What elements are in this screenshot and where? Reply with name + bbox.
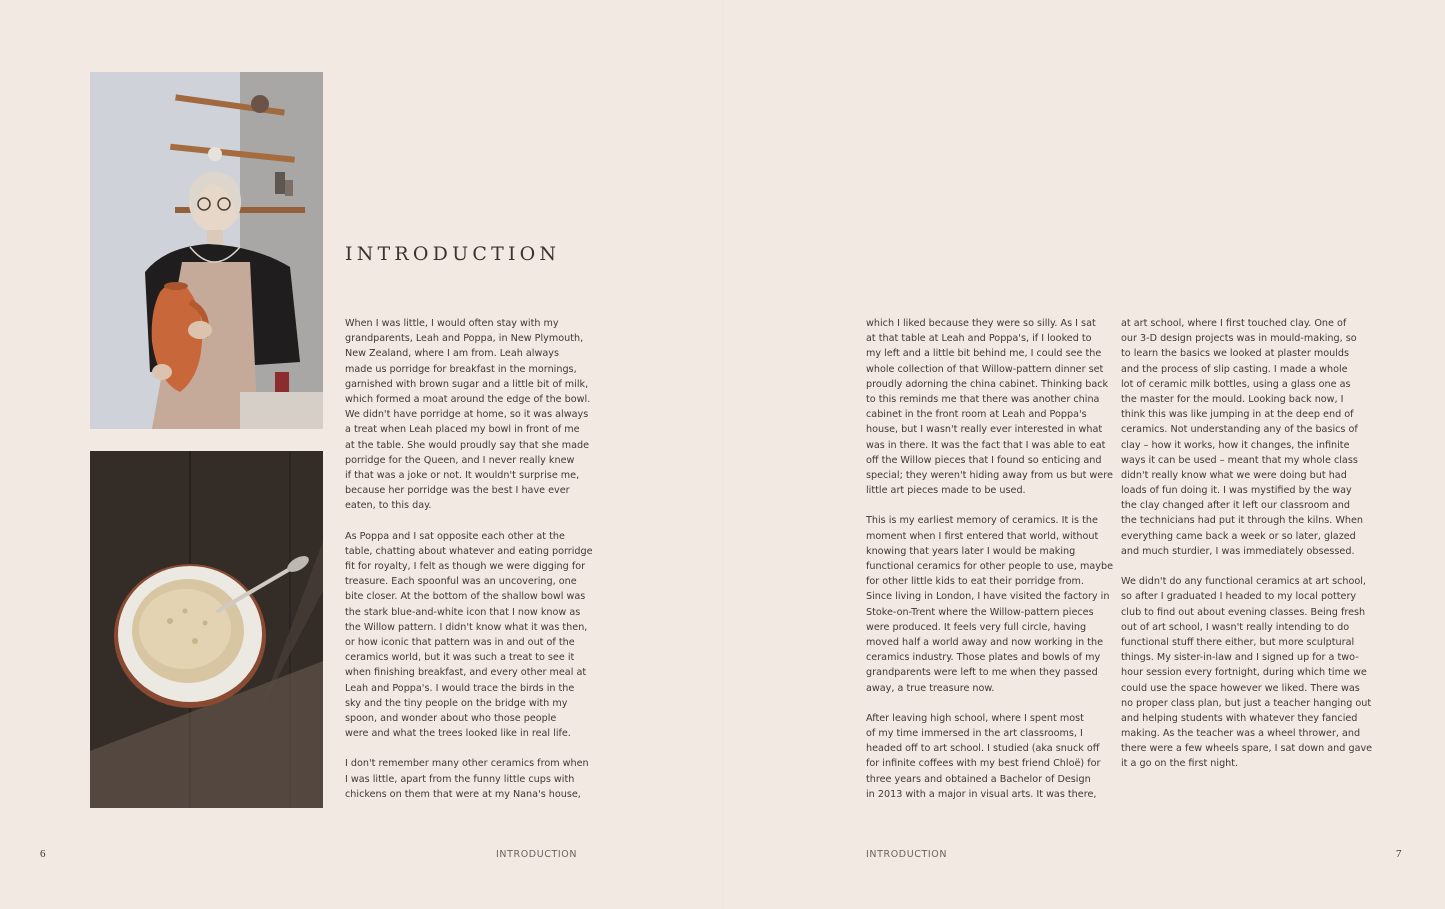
text-line: and much sturdier, I was immediately obsessed. — [1121, 545, 1355, 557]
text-line: proudly adorning the china cabinet. Thinking back — [866, 378, 1109, 390]
text-line: Since living in London, I have visited the factory in — [866, 591, 1110, 603]
text-line: functional stuff there either, but more sculptural — [1121, 636, 1355, 648]
text-line: to this reminds me that there was another china — [866, 393, 1100, 405]
text-line: clay – how it works, how it changes, the infinite — [1121, 439, 1350, 451]
text-line: our 3-D design projects was in mould-making, so — [1121, 333, 1357, 345]
text-line: lot of ceramic milk bottles, using a glass one as — [1121, 378, 1351, 390]
text-line: were produced. It feels very full circle, having — [866, 621, 1087, 633]
text-line: the technicians had put it through the kilns. When — [1121, 515, 1364, 527]
paragraph — [866, 711, 1102, 802]
text-line: table, chatting about whatever and eating porridge — [345, 545, 593, 557]
text-line: grandparents, Leah and Poppa, in New Plymouth, — [345, 333, 584, 345]
text-line: loads of fun doing it. I was mystified by the way — [1121, 485, 1352, 497]
paragraph — [345, 316, 591, 513]
text-line: We didn't have porridge at home, so it was always — [345, 409, 589, 421]
text-line: I was little, apart from the funny little cups with — [345, 773, 575, 785]
text-line: it a go on the first night. — [1121, 758, 1239, 770]
chapter-heading: INTRODUCTION — [345, 243, 561, 265]
text-line: for infinite coffees with my best friend Chloë) for — [866, 758, 1101, 770]
text-line: and the process of slip casting. I made a whole — [1121, 363, 1348, 375]
text-line: ceramics industry. Those plates and bowls of my — [866, 652, 1101, 664]
right-running-head: INTRODUCTION — [866, 849, 948, 860]
text-line: because her porridge was the best I have ever — [345, 485, 570, 497]
text-column-1 — [345, 316, 593, 817]
text-line: which formed a moat around the edge of the bowl. — [345, 393, 591, 405]
right-page-number: 7 — [1396, 848, 1402, 860]
text-line: the stark blue-and-white icon that I now know as — [345, 606, 581, 618]
text-line: bite closer. At the bottom of the shallow bowl was — [345, 591, 586, 603]
text-line: spoon, and wonder about who those people — [345, 712, 557, 724]
text-line: the Willow pattern. I didn't know what it was then, — [345, 621, 588, 633]
potter-portrait-photo — [90, 72, 323, 429]
text-line: didn't really know what we were doing but had — [1121, 469, 1347, 481]
text-column-2 — [866, 316, 1113, 817]
text-line: headed off to art school. I studied (aka snuck off — [866, 743, 1100, 755]
text-line: my left and a little bit behind me, I could see the — [866, 348, 1102, 360]
text-line: the clay changed after it left our classroom and — [1121, 500, 1351, 512]
text-line: hour session every fortnight, during which time we — [1121, 667, 1367, 679]
text-line: moment when I first entered that world, without — [866, 530, 1099, 542]
text-line: off the Willow pieces that I found so enticing and — [866, 454, 1102, 466]
text-line: or how iconic that pattern was in and out of the — [345, 636, 575, 648]
text-line: Leah and Poppa's. I would trace the birds in the — [345, 682, 575, 694]
text-line: functional ceramics for other people to use, maybe — [866, 561, 1113, 572]
text-line: ways it can be used – meant that my whole class — [1121, 454, 1358, 466]
text-line: ceramics. Not understanding any of the basics of — [1121, 424, 1358, 436]
text-line: We didn't do any functional ceramics at art school, — [1121, 576, 1366, 588]
text-line: little art pieces made to be used. — [866, 485, 1026, 497]
paragraph — [345, 529, 593, 742]
text-line: New Zealand, where I am from. Leah always — [345, 348, 559, 360]
text-line: house, but I wasn't really ever interested in what — [866, 424, 1103, 436]
text-line: cabinet in the front room at Leah and Poppa's — [866, 409, 1087, 421]
text-line: moved half a world away and now working in the — [866, 636, 1104, 648]
text-line: sky and the tiny people on the bridge with my — [345, 697, 568, 709]
text-line: treasure. Each spoonful was an uncovering, one — [345, 576, 577, 588]
text-line: I don't remember many other ceramics from when — [345, 758, 589, 770]
text-line: As Poppa and I sat opposite each other at the — [345, 530, 565, 542]
paragraph — [1121, 316, 1364, 559]
porridge-bowl-photo — [90, 451, 323, 808]
paragraph — [866, 513, 1113, 695]
text-line: were and what the trees looked like in real life. — [345, 728, 571, 740]
text-line: at the table. She would proudly say that she made — [345, 439, 590, 451]
text-line: could use the space however we liked. There was — [1121, 682, 1360, 694]
text-line: if that was a joke or not. It wouldn't surprise me, — [345, 469, 580, 481]
text-line: special; they weren't hiding away from us but were — [866, 469, 1113, 481]
text-line: porridge for the Queen, and I never really knew — [345, 454, 575, 466]
text-line: This is my earliest memory of ceramics. It is the — [866, 515, 1098, 527]
text-line: in 2013 with a major in visual arts. It was there, — [866, 788, 1097, 800]
text-line: club to find out about evening classes. Being fresh — [1121, 606, 1366, 618]
text-line: a treat when Leah placed my bowl in front of me — [345, 424, 580, 436]
text-line: the master for the mould. Looking back now, I — [1121, 393, 1344, 405]
text-line: out of art school, I wasn't really intending to do — [1121, 621, 1350, 633]
text-line: grandparents were left to me when they passed — [866, 667, 1098, 679]
text-line: When I was little, I would often stay with my — [345, 318, 559, 329]
text-line: there were a few wheels spare, I sat down and gave — [1121, 743, 1373, 755]
text-line: everything came back a week or so later, glazed — [1121, 530, 1356, 542]
text-line: chickens on them that were at my Nana's house, — [345, 788, 581, 800]
text-line: away, a true treasure now. — [866, 682, 995, 694]
text-line: After leaving high school, where I spent most — [866, 712, 1084, 724]
paragraph — [345, 756, 589, 802]
left-page-number: 6 — [40, 848, 46, 860]
text-line: think this was like jumping in at the deep end of — [1121, 409, 1354, 421]
text-line: was in there. It was the fact that I was able to eat — [866, 439, 1106, 451]
text-line: and helping students with whatever they fancied — [1121, 712, 1358, 724]
text-line: whole collection of that Willow-pattern dinner set — [866, 363, 1104, 375]
text-line: when finishing breakfast, and every other meal at — [345, 667, 587, 679]
text-line: knowing that years later I would be making — [866, 545, 1076, 557]
text-line: so after I graduated I headed to my local pottery — [1121, 591, 1357, 603]
paragraph — [1121, 574, 1373, 771]
text-line: no proper class plan, but just a teacher hanging out — [1121, 697, 1372, 709]
text-line: Stoke-on-Trent where the Willow-pattern pieces — [866, 606, 1094, 618]
text-line: things. My sister-in-law and I signed up for a two- — [1121, 652, 1359, 664]
text-line: eaten, to this day. — [345, 500, 432, 512]
text-line: to learn the basics we looked at plaster moulds — [1121, 348, 1350, 360]
text-line: making. As the teacher was a wheel thrower, and — [1121, 728, 1361, 740]
text-line: of my time immersed in the art classrooms, I — [866, 728, 1083, 740]
paragraph — [866, 316, 1113, 498]
text-line: at that table at Leah and Poppa's, if I looked to — [866, 333, 1092, 345]
text-line: for other little kids to eat their porridge from. — [866, 576, 1084, 588]
text-line: at art school, where I first touched clay. One of — [1121, 318, 1347, 329]
gutter-shadow — [722, 0, 724, 909]
text-line: fit for royalty, I felt as though we were digging for — [345, 561, 586, 572]
text-line: which I liked because they were so silly. As I sat — [866, 318, 1096, 329]
text-line: garnished with brown sugar and a little bit of milk, — [345, 378, 589, 390]
text-line: made us porridge for breakfast in the mornings, — [345, 363, 577, 375]
text-line: three years and obtained a Bachelor of Design — [866, 773, 1091, 785]
text-line: ceramics world, but it was such a treat to see it — [345, 652, 575, 664]
left-running-head: INTRODUCTION — [496, 849, 578, 860]
text-column-3 — [1121, 316, 1373, 787]
